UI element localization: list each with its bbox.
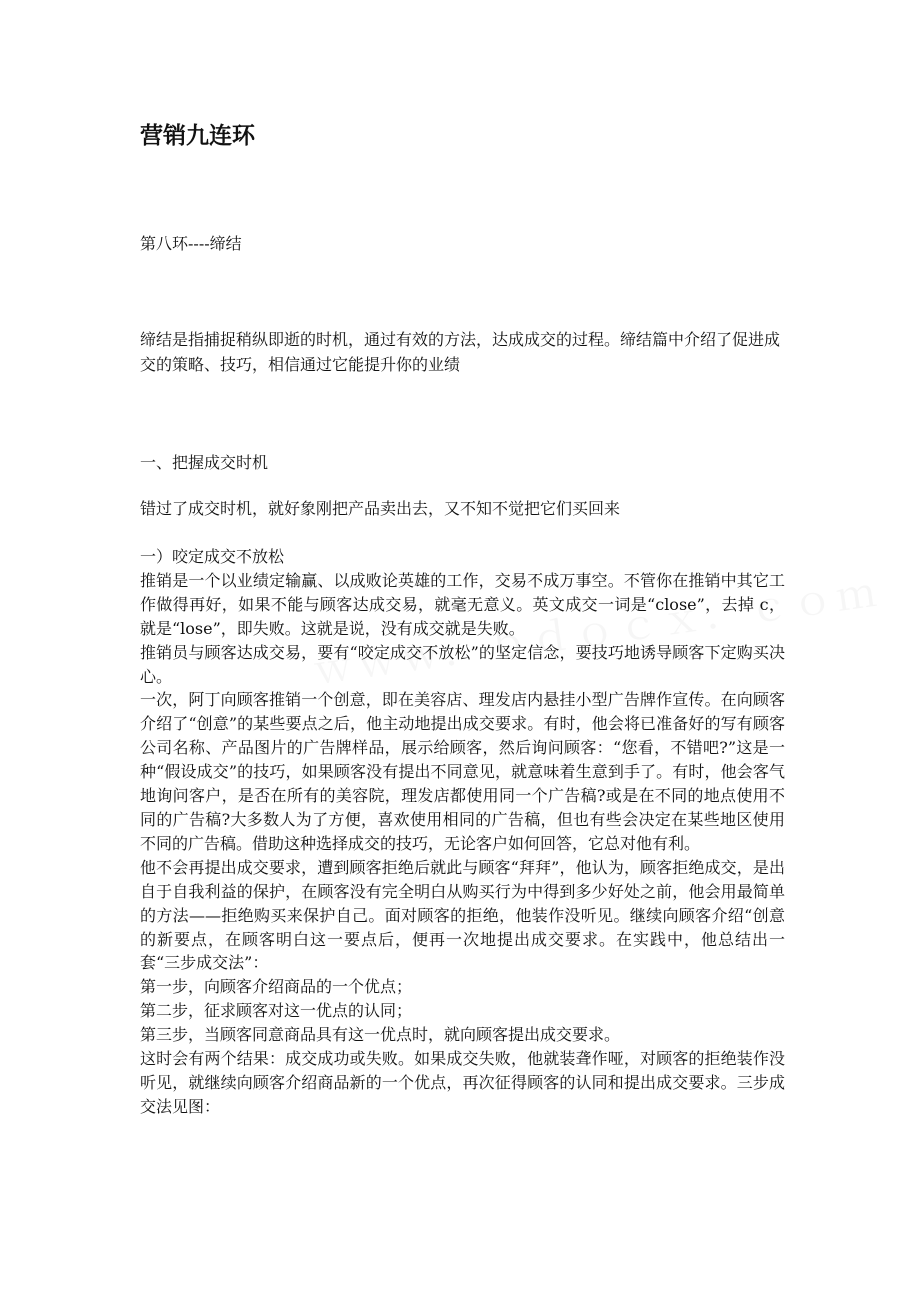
body-text [140, 545, 785, 1119]
step-item: 第一步，向顾客介绍商品的一个优点； [140, 977, 413, 997]
subsection-heading: 一）咬定成交不放松 [140, 547, 285, 566]
body-paragraph: 推销是一个以业绩定输赢、以成败论英雄的工作，交易不成万事空。不管你在推销中其它工作做得再好，如果不能与顾客达成交易，就毫无意义。英文成交一词是“close”，去掉 c，就是“lose”，即失败。这就是说，没有成交就是失败。 [140, 570, 785, 638]
document-title: 营销九连环 [140, 123, 255, 149]
intro-paragraph: 缔结是指捕捉稍纵即逝的时机，通过有效的方法，达成成交的过程。缔结篇中介绍了促进成交的策略、技巧，相信通过它能提升你的业绩 [140, 330, 781, 374]
section-quote: 错过了成交时机，就好象刚把产品卖出去，又不知不觉把它们买回来 [140, 499, 621, 518]
step-item: 第三步，当顾客同意商品具有这一优点时，就向顾客提出成交要求。 [140, 1025, 621, 1045]
body-paragraph: 他不会再提出成交要求，遭到顾客拒绝后就此与顾客“拜拜”，他认为，顾客拒绝成交，是出自于自我利益的保护，在顾客没有完全明白从购买行为中得到多少好处之前，他会用最简单的方法——拒绝购买来保护自己。面对顾客的拒绝，他装作没听见。继续向顾客介绍“创意的新要点，在顾客明白这一要点后，便再一次地提出成交要求。在实践中，他总结出一套“三步成交法”： [140, 857, 785, 973]
body-paragraph: 这时会有两个结果：成交成功或失败。如果成交失败，他就装聋作哑，对顾客的拒绝装作没听见，就继续向顾客介绍商品新的一个优点，再次征得顾客的认同和提出成交要求。三步成交法见图： [140, 1049, 785, 1116]
body-paragraph: 一次，阿丁向顾客推销一个创意，即在美容店、理发店内悬挂小型广告牌作宣传。在向顾客介绍了“创意”的某些要点之后，他主动地提出成交要求。有时，他会将已准备好的写有顾客公司名称、产品图片的广告牌样品，展示给顾客，然后询问顾客：“您看，不错吧?”这是一种“假设成交”的技巧，如果顾客没有提出不同意见，就意味着生意到手了。有时，他会客气地询问客户，是否在所有的美容院，理发店都使用同一个广告稿?或是在不同的地点使用不同的广告稿?大多数人为了方便，喜欢使用相同的广告稿，但也有些会决定在某些地区使用不同的广告稿。借助这种选择成交的技巧，无论客户如何回答，它总对他有利。 [140, 690, 785, 853]
body-paragraph: 推销员与顾客达成交易，要有“咬定成交不放松”的坚定信念，要技巧地诱导顾客下定购买决心。 [140, 642, 785, 686]
chapter-subtitle: 第八环----缔结 [140, 234, 242, 253]
step-item: 第二步，征求顾客对这一优点的认同； [140, 1001, 413, 1021]
section-heading: 一、把握成交时机 [140, 453, 269, 472]
